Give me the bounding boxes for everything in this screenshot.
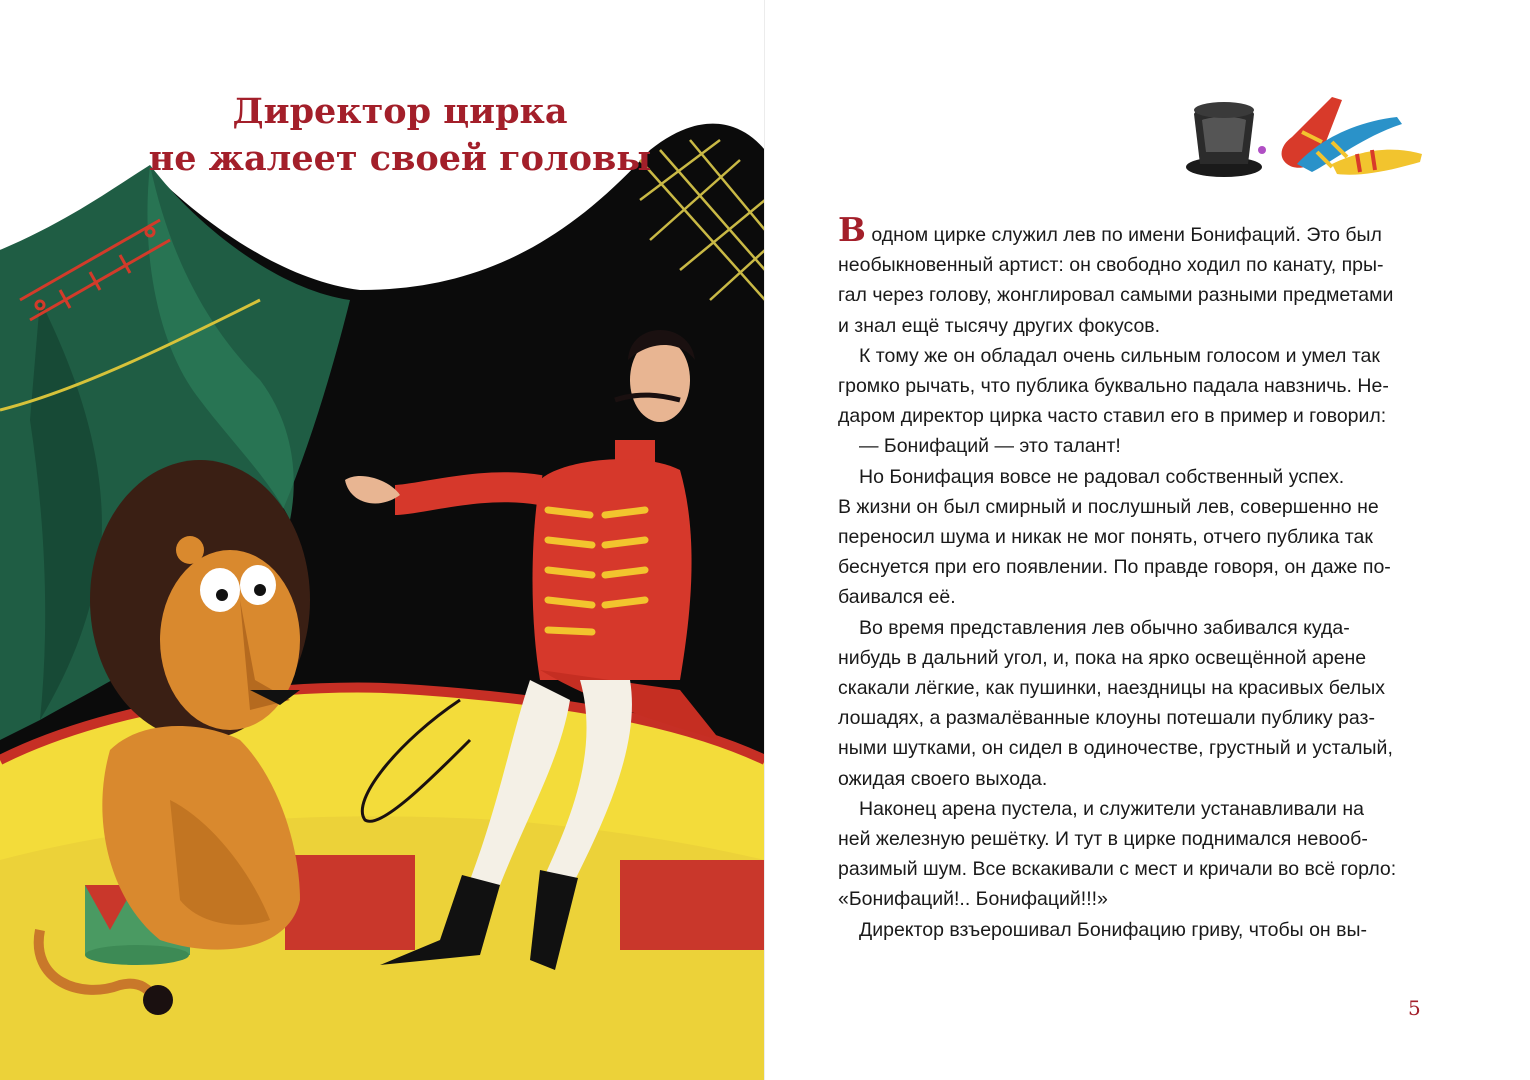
page-number: 5 — [1408, 996, 1421, 1020]
body-line: скакали лёгкие, как пушинки, наездницы на красивых белых — [838, 677, 1386, 700]
body-line: даром директор цирка часто ставил его в пример и говорил: — [838, 405, 1387, 428]
body-line: К тому же он обладал очень сильным голосом и умел так — [859, 344, 1380, 367]
body-text — [838, 210, 1428, 945]
body-line: переносил шума и никак не мог понять, отчего публика так — [838, 526, 1373, 549]
body-line: гал через голову, жонглировал самыми разными предметами — [838, 284, 1394, 307]
body-line: ожидая своего выхода. — [838, 767, 1048, 790]
chapter-title-line-2: не жалеет своей головы — [148, 138, 652, 179]
juggling-clubs-icon — [1282, 97, 1422, 175]
body-line: ней железную решётку. И тут в цирке поднимался невооб- — [838, 828, 1368, 851]
body-line: ными шутками, он сидел в одиночестве, грустный и усталый, — [838, 737, 1393, 760]
body-line: беснуется при его появлении. По правде говоря, он даже по- — [838, 556, 1391, 579]
body-line: Директор взъерошивал Бонифацию гриву, чтобы он вы- — [859, 918, 1367, 941]
body-line: баивался её. — [838, 586, 956, 609]
body-line: Но Бонифация вовсе не радовал собственный успех. — [859, 465, 1345, 488]
body-line: необыкновенный артист: он свободно ходил по канату, пры- — [838, 254, 1384, 277]
body-line: громко рычать, что публика буквально падала навзничь. Не- — [838, 375, 1389, 398]
body-line: и знал ещё тысячу других фокусов. — [838, 314, 1161, 337]
body-line: Во время представления лев обычно забивался куда- — [859, 616, 1350, 639]
arena-barrier — [285, 855, 415, 950]
arena-barrier — [620, 860, 765, 950]
body-line: лошадях, а размалёванные клоуны потешали публику раз- — [838, 707, 1375, 730]
chapter-title — [0, 88, 765, 182]
chapter-title-line-1: Директор цирка — [232, 91, 568, 132]
body-line: «Бонифаций!.. Бонифаций!!!» — [838, 888, 1108, 911]
body-line: — Бонифаций — это талант! — [859, 435, 1121, 458]
drop-cap: В — [838, 210, 866, 249]
body-line: нибудь в дальний угол, и, пока на ярко освещённой арене — [838, 646, 1367, 669]
circus-props-decoration — [1182, 92, 1427, 187]
top-hat-icon — [1186, 102, 1262, 177]
body-line: разимый шум. Все вскакивали с мест и кричали во всё горло: — [838, 858, 1397, 881]
body-line: Наконец арена пустела, и служители устанавливали на — [859, 797, 1364, 820]
body-line: В жизни он был смирный и послушный лев, совершенно не — [838, 495, 1379, 518]
body-line: В одном цирке служил лев по имени Бонифаций. Это был — [838, 210, 1382, 249]
